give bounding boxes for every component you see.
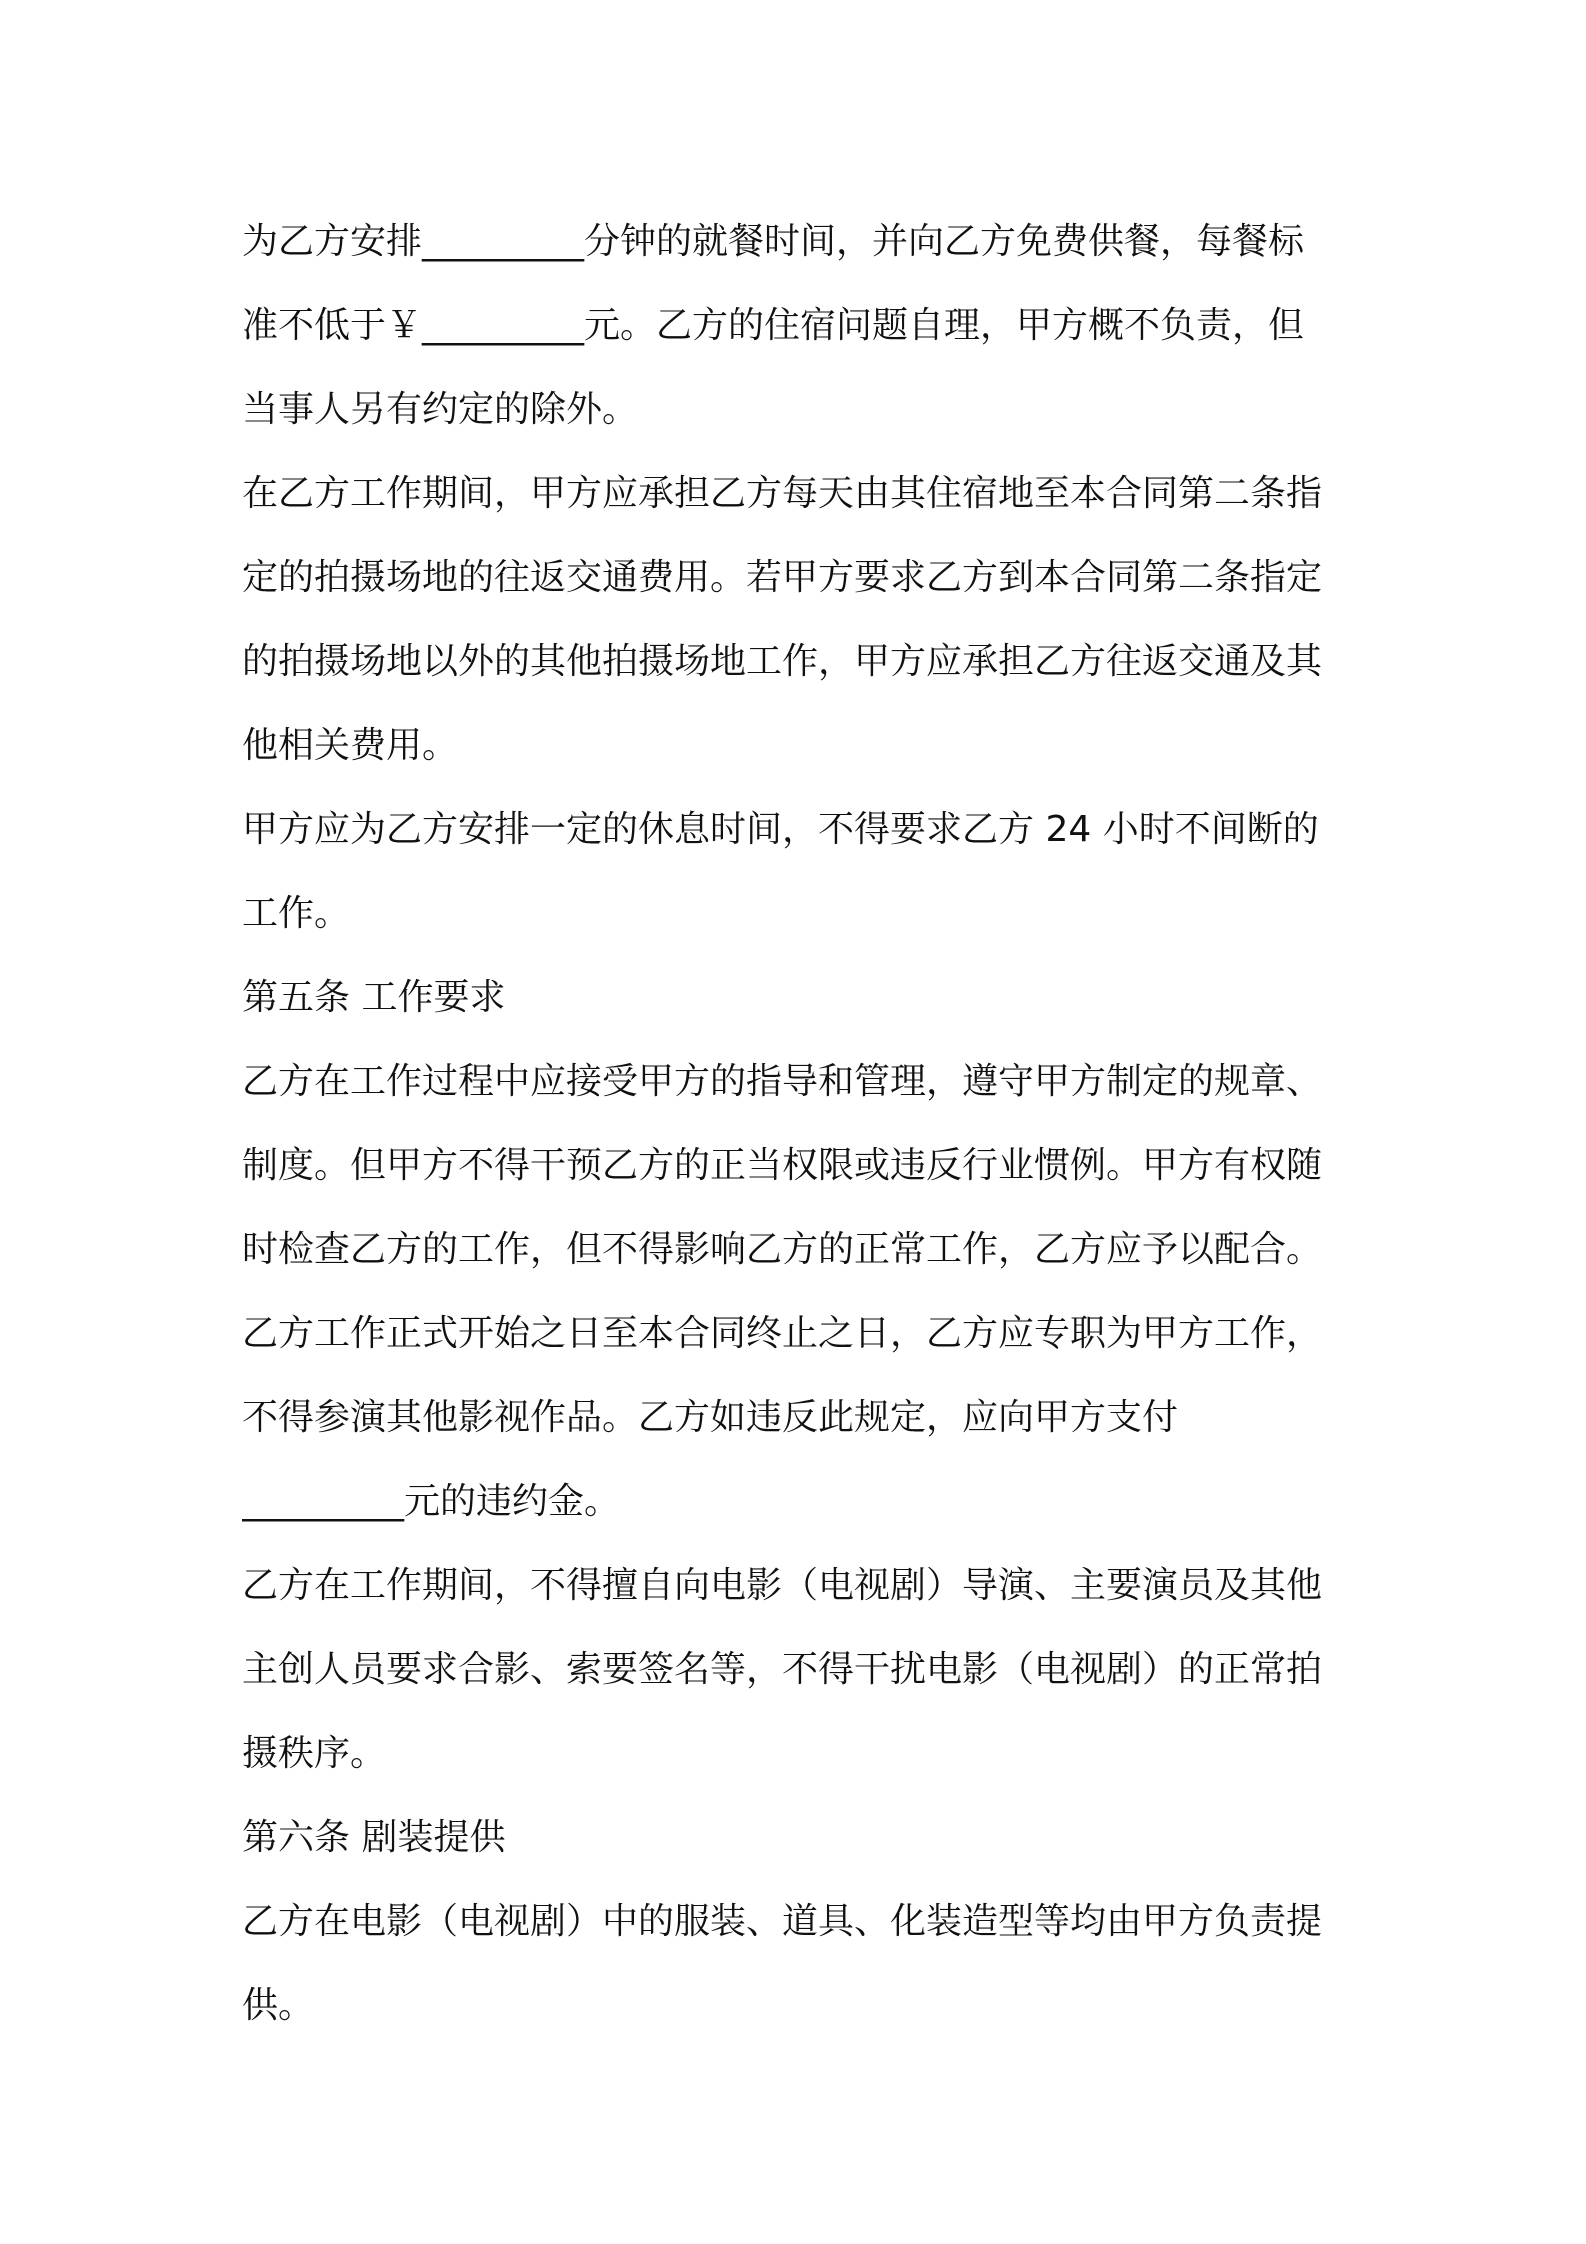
text-line: 的拍摄场地以外的其他拍摄场地工作，甲方应承担乙方往返交通及其 <box>242 641 1323 682</box>
section-heading-article-5: 第五条 工作要求 <box>242 977 506 1018</box>
text-line: 乙方在工作过程中应接受甲方的指导和管理，遵守甲方制定的规章、 <box>242 1061 1323 1102</box>
text-line: 在乙方工作期间，甲方应承担乙方每天由其住宿地至本合同第二条指 <box>242 473 1323 514</box>
text-line: 制度。但甲方不得干预乙方的正当权限或违反行业惯例。甲方有权随 <box>242 1145 1323 1186</box>
text-line: 摄秩序。 <box>242 1733 387 1774</box>
text-line: 为乙方安排_________分钟的就餐时间，并向乙方免费供餐，每餐标 <box>242 221 1305 262</box>
text-line: 乙方在电影（电视剧）中的服装、道具、化装造型等均由甲方负责提 <box>242 1901 1323 1942</box>
document-body <box>242 200 1362 2048</box>
text-line: 时检查乙方的工作，但不得影响乙方的正常工作，乙方应予以配合。 <box>242 1229 1323 1270</box>
text-line: _________元的违约金。 <box>242 1481 621 1522</box>
text-line: 准不低于￥_________元。乙方的住宿问题自理，甲方概不负责，但 <box>242 305 1305 346</box>
text-line: 当事人另有约定的除外。 <box>242 389 639 430</box>
text-line: 不得参演其他影视作品。乙方如违反此规定，应向甲方支付 <box>242 1397 1179 1438</box>
text-line: 他相关费用。 <box>242 725 459 766</box>
text-line: 乙方在工作期间，不得擅自向电影（电视剧）导演、主要演员及其他 <box>242 1565 1323 1606</box>
text-line: 甲方应为乙方安排一定的休息时间，不得要求乙方 24 小时不间断的 <box>242 809 1319 850</box>
section-heading-article-6: 第六条 剧装提供 <box>242 1817 506 1858</box>
text-line: 定的拍摄场地的往返交通费用。若甲方要求乙方到本合同第二条指定 <box>242 557 1323 598</box>
text-line: 主创人员要求合影、索要签名等，不得干扰电影（电视剧）的正常拍 <box>242 1649 1323 1690</box>
text-line: 工作。 <box>242 893 351 934</box>
text-line: 乙方工作正式开始之日至本合同终止之日，乙方应专职为甲方工作， <box>242 1313 1323 1354</box>
text-line: 供。 <box>242 1985 315 2026</box>
